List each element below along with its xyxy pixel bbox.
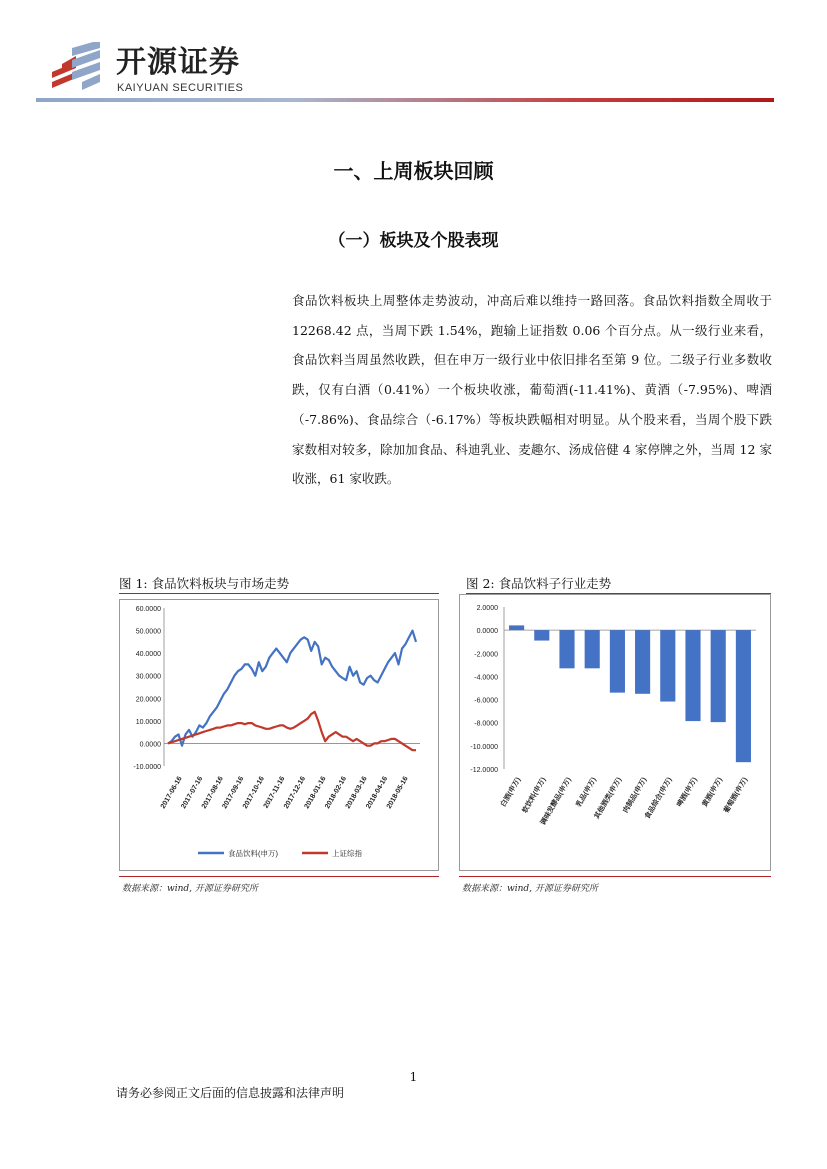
- y-tick-label: -10.0000: [470, 743, 498, 751]
- bar: [509, 625, 524, 630]
- y-tick-label: 2.0000: [476, 605, 498, 612]
- figure-1-bottom-rule: [119, 876, 439, 877]
- figure-2-header: [466, 574, 771, 594]
- brand-name-en: KAIYUAN SECURITIES: [117, 82, 244, 94]
- x-tick-label: 乳品(申万): [575, 776, 598, 809]
- body-paragraph: 食品饮料板块上周整体走势波动，冲高后难以维持一路回落。食品饮料指数全周收于 12268.42 点，当周下跌 1.54%，跑输上证指数 0.06 个百分点。从一级行业来看，食品饮料当周虽然收跌，但在申万一级行业中依旧排名至第 9 位。二级子行业多数收跌，仅有白酒（0.41%）一个板块收涨，葡萄酒(-11.41%)、黄酒（-7.95%)、啤酒（-7.86%)、食品综合（-6.17%）等板块跌幅相对明显。从个股来看，当周个股下跌家数相对较多，除加加食品、科迪乳业、麦趣尔、汤成倍健 4 家停牌之外，当周 12 家收涨，61 家收跌。: [292, 293, 772, 487]
- y-tick-label: 60.0000: [135, 606, 161, 613]
- bar: [534, 630, 549, 640]
- legend-label: 食品饮料(申万): [228, 849, 278, 858]
- x-tick-label: 2017-10-16: [241, 775, 266, 811]
- y-tick-label: 30.0000: [135, 673, 161, 681]
- x-tick-label: 2017-07-16: [180, 775, 205, 811]
- y-tick-label: -4.0000: [474, 674, 498, 682]
- figure-2-chart: [459, 594, 771, 871]
- figure-2-title: 食品饮料子行业走势: [498, 576, 612, 591]
- figure-1-source: 数据来源：wind, 开源证券研究所: [122, 884, 258, 894]
- x-tick-label: 2018-04-16: [365, 775, 390, 811]
- x-tick-label: 食品综合(申万): [644, 776, 674, 821]
- x-tick-label: 其他酒类(申万): [593, 776, 624, 821]
- bar-chart: [460, 595, 770, 870]
- y-tick-label: 0.0000: [139, 741, 161, 749]
- x-tick-label: 黄酒(申万): [701, 776, 724, 809]
- y-tick-label: -8.0000: [474, 720, 498, 728]
- bar: [736, 630, 751, 762]
- figure-2-label: 图 2:: [466, 576, 495, 591]
- subsection-title: （一）板块及个股表现: [328, 231, 499, 251]
- y-tick-label: 50.0000: [135, 628, 161, 636]
- bar: [660, 630, 675, 701]
- x-tick-label: 啤酒(申万): [676, 776, 699, 809]
- figure-1-chart: [119, 599, 439, 871]
- brand-name-cn: 开源证券: [116, 45, 240, 80]
- bar: [585, 630, 600, 668]
- y-tick-label: -10.0000: [133, 764, 161, 771]
- x-tick-label: 2018-05-16: [385, 775, 410, 811]
- y-tick-label: -6.0000: [474, 697, 498, 705]
- x-tick-label: 2018-01-16: [303, 775, 328, 811]
- x-tick-label: 2017-11-16: [262, 775, 287, 810]
- kaiyuan-logo-icon: [46, 42, 106, 94]
- header-divider: [36, 98, 774, 102]
- figure-2-bottom-rule: [459, 876, 771, 877]
- y-tick-label: 10.0000: [135, 718, 161, 726]
- footer-disclaimer: 请务必参阅正文后面的信息披露和法律声明: [116, 1086, 345, 1100]
- legend-label: 上证综指: [332, 849, 362, 858]
- section-title: 一、上周板块回顾: [333, 159, 494, 183]
- line-chart: [120, 600, 438, 870]
- bar: [711, 630, 726, 722]
- bar: [610, 630, 625, 692]
- x-tick-label: 软饮料(申万): [521, 776, 548, 815]
- figure-1-title: 食品饮料板块与市场走势: [151, 576, 290, 591]
- x-tick-label: 2018-02-16: [324, 775, 349, 811]
- x-tick-label: 2018-03-16: [344, 775, 369, 811]
- x-tick-label: 2017-06-16: [159, 775, 184, 811]
- figure-1-header: [119, 574, 439, 594]
- y-tick-label: 20.0000: [135, 696, 161, 704]
- figure-1-top-rule: [119, 593, 439, 594]
- x-tick-label: 2017-09-16: [221, 775, 246, 811]
- x-tick-label: 葡萄酒(申万): [723, 776, 750, 815]
- figure-1-label: 图 1:: [119, 576, 148, 591]
- bar: [685, 630, 700, 721]
- x-tick-label: 调味发酵品(申万): [539, 776, 573, 827]
- y-tick-label: -12.0000: [470, 767, 498, 774]
- y-tick-label: -2.0000: [474, 651, 498, 659]
- series-line-shanghai-index: [168, 712, 416, 750]
- y-tick-label: 0.0000: [476, 628, 498, 636]
- x-tick-label: 白酒(申万): [499, 776, 523, 809]
- figure-2-source: 数据来源：wind, 开源证券研究所: [462, 884, 598, 894]
- bar: [559, 630, 574, 668]
- bar: [635, 630, 650, 694]
- x-tick-label: 肉制品(申万): [622, 776, 649, 815]
- x-tick-label: 2017-08-16: [200, 775, 225, 811]
- y-tick-label: 40.0000: [135, 651, 161, 659]
- page-number: 1: [409, 1070, 418, 1084]
- x-tick-label: 2017-12-16: [283, 775, 308, 811]
